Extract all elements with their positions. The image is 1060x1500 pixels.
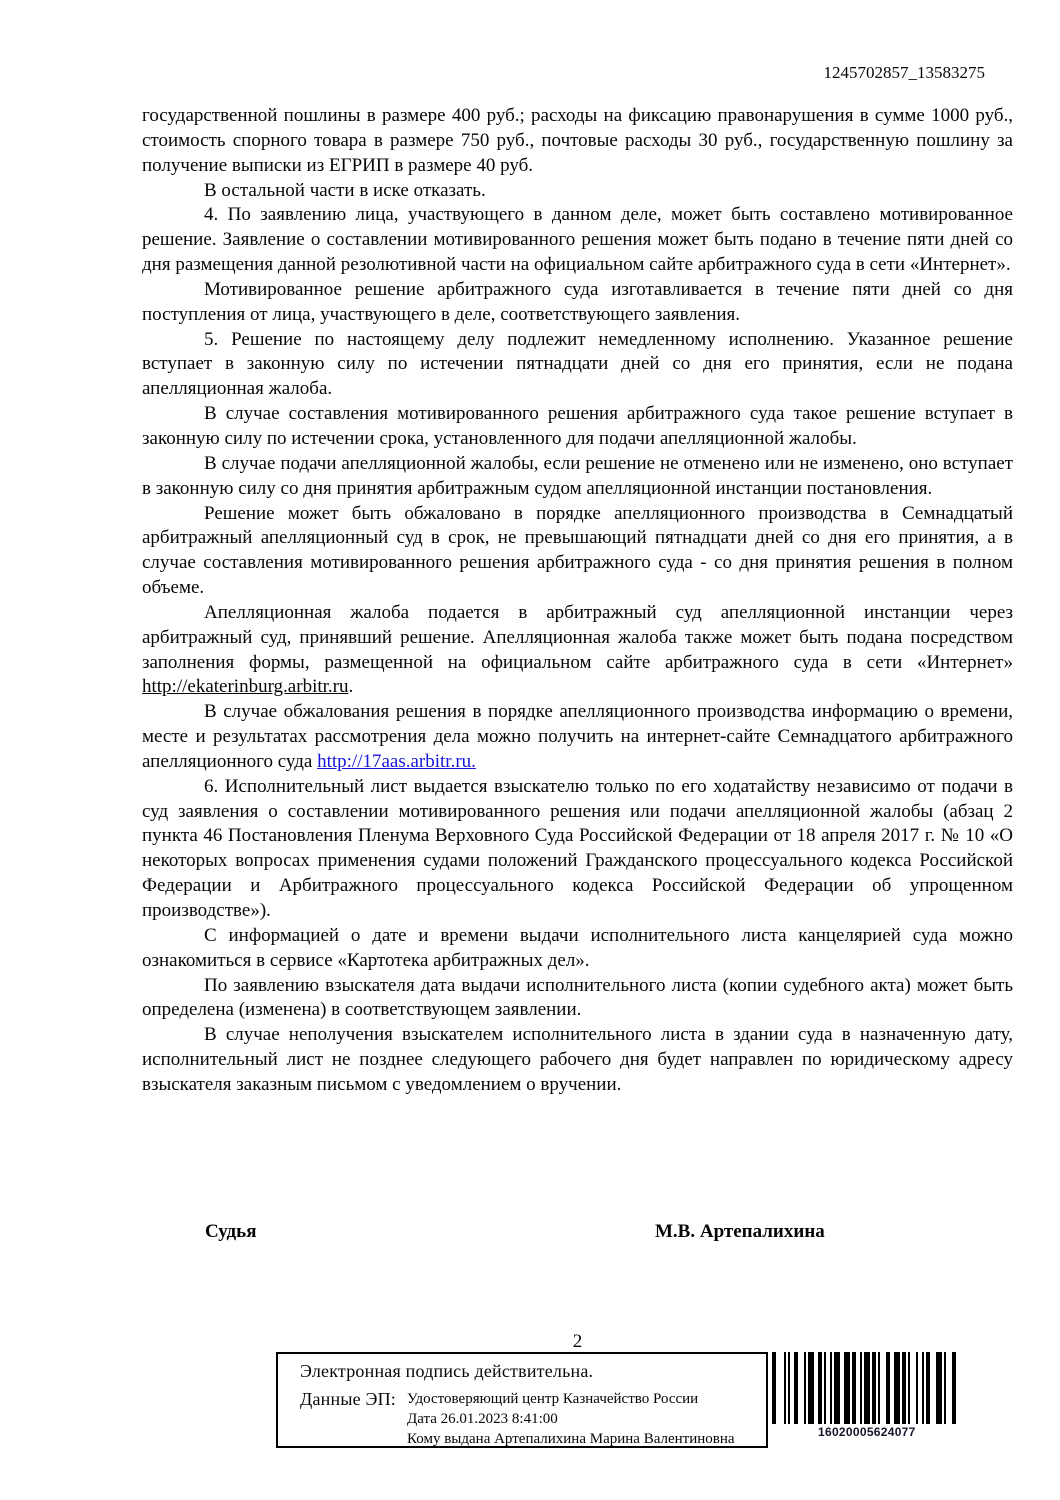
esign-valid-text: Электронная подпись действительна. <box>300 1361 594 1381</box>
paragraph: С информацией о дате и времени выдачи исполнительного листа канцелярией суда можно ознакомиться в сервисе «Картотека арбитражных дел». <box>142 924 1013 971</box>
paragraph-text: В случае обжалования решения в порядке апелляционного производства информацию о времени, месте и результатах рассмотрения дела можно получить на интернет-сайте Семнадцатого арбитражного апелляционного суда <box>142 701 1013 772</box>
esign-data-label: Данные ЭП: <box>300 1389 396 1409</box>
barcode-number: 16020005624077 <box>818 1425 916 1439</box>
paragraph: 4. По заявлению лица, участвующего в данном деле, может быть составлено мотивированное решение. Заявление о составлении мотивированного решения может быть подано в течение пяти дней со дня размещения данной резолютивной части на официальном сайте арбитражного суда в сети «Интернет». <box>142 204 1013 276</box>
ekaterinburg-court-link[interactable]: http://ekaterinburg.arbitr.ru <box>142 676 349 698</box>
judge-name: М.В. Артепалихина <box>655 1221 825 1242</box>
appeal-court-link[interactable]: http://17aas.arbitr.ru. <box>317 750 476 772</box>
paragraph-text: . <box>348 676 354 698</box>
barcode <box>764 1352 964 1439</box>
paragraph: В случае составления мотивированного решения арбитражного суда такое решение вступает в законную силу по истечении срока, установленного для подачи апелляционной жалобы. <box>142 403 1013 449</box>
esign-authority: Удостоверяющий центр Казначейство России <box>407 1391 699 1407</box>
paragraph-text: Апелляционная жалоба подается в арбитражный суд апелляционной инстанции через арбитражный суд, принявший решение. Апелляционная жалоба также может быть подана посредством заполнения формы, размещенной на официальном сайте арбитражного суда в сети «Интернет» <box>142 601 1013 673</box>
paragraph <box>142 700 1013 775</box>
paragraph: В случае подачи апелляционной жалобы, если решение не отменено или не изменено, оно вступает в законную силу со дня принятия арбитражным судом апелляционной инстанции постановления. <box>142 452 1013 499</box>
paragraph: В случае неполучения взыскателем исполнительного листа в здании суда в назначенную дату, исполнительный лист не позднее следующего рабочего дня будет направлен по юридическому адресу взыскателя заказным письмом с уведомлением о вручении. <box>142 1024 1013 1095</box>
paragraph: В остальной части в иске отказать. <box>204 179 486 201</box>
paragraph: Решение может быть обжаловано в порядке апелляционного производства в Семнадцатый арбитражный апелляционный суд в срок, не превышающий пятнадцати дней со дня его принятия, а в случае составления мотивированного решения арбитражного суда - со дня принятия решения в полном объеме. <box>142 502 1013 599</box>
judge-role-label: Судья <box>205 1221 257 1242</box>
paragraph: Мотивированное решение арбитражного суда изготавливается в течение пяти дней со дня поступления от лица, участвующего в деле, соответствующего заявления. <box>142 278 1013 325</box>
electronic-signature-stamp <box>276 1352 768 1448</box>
paragraph: 6. Исполнительный лист выдается взыскателю только по его ходатайству независимо от подачи в суд заявления о составлении мотивированного решения или подачи апелляционной жалобы (абзац 2 пункта 46 Постановления Пленума Верховного Суда Российской Федерации от 18 апреля 2017 г. № 10 «О некоторых вопросах применения судами положений Гражданского процессуального кодекса Российской Федерации и Арбитражного процессуального кодекса Российской Федерации об упрощенном производстве»). <box>142 775 1013 921</box>
paragraph: государственной пошлины в размере 400 руб.; расходы на фиксацию правонарушения в сумме 1000 руб., стоимость спорного товара в размере 750 руб., почтовые расходы 30 руб., государственную пошлину за получение выписки из ЕГРИП в размере 40 руб. <box>142 105 1013 176</box>
page-number: 2 <box>572 1331 583 1352</box>
barcode-bars-icon <box>764 1352 964 1424</box>
document-id: 1245702857_13583275 <box>823 63 985 82</box>
paragraph: По заявлению взыскателя дата выдачи исполнительного листа (копии судебного акта) может быть определена (изменена) в соответствующем заявлении. <box>142 974 1013 1021</box>
document-body <box>142 104 1013 1098</box>
esign-issued-to: Кому выдана Артепалихина Марина Валентиновна <box>407 1431 735 1447</box>
esign-data-lines <box>407 1389 735 1449</box>
esign-date: Дата 26.01.2023 8:41:00 <box>407 1411 558 1427</box>
paragraph <box>142 601 1013 700</box>
paragraph: 5. Решение по настоящему делу подлежит немедленному исполнению. Указанное решение вступает в законную силу по истечении пятнадцати дней со дня его принятия, если не подана апелляционная жалоба. <box>142 328 1013 400</box>
esign-details <box>300 1389 760 1449</box>
